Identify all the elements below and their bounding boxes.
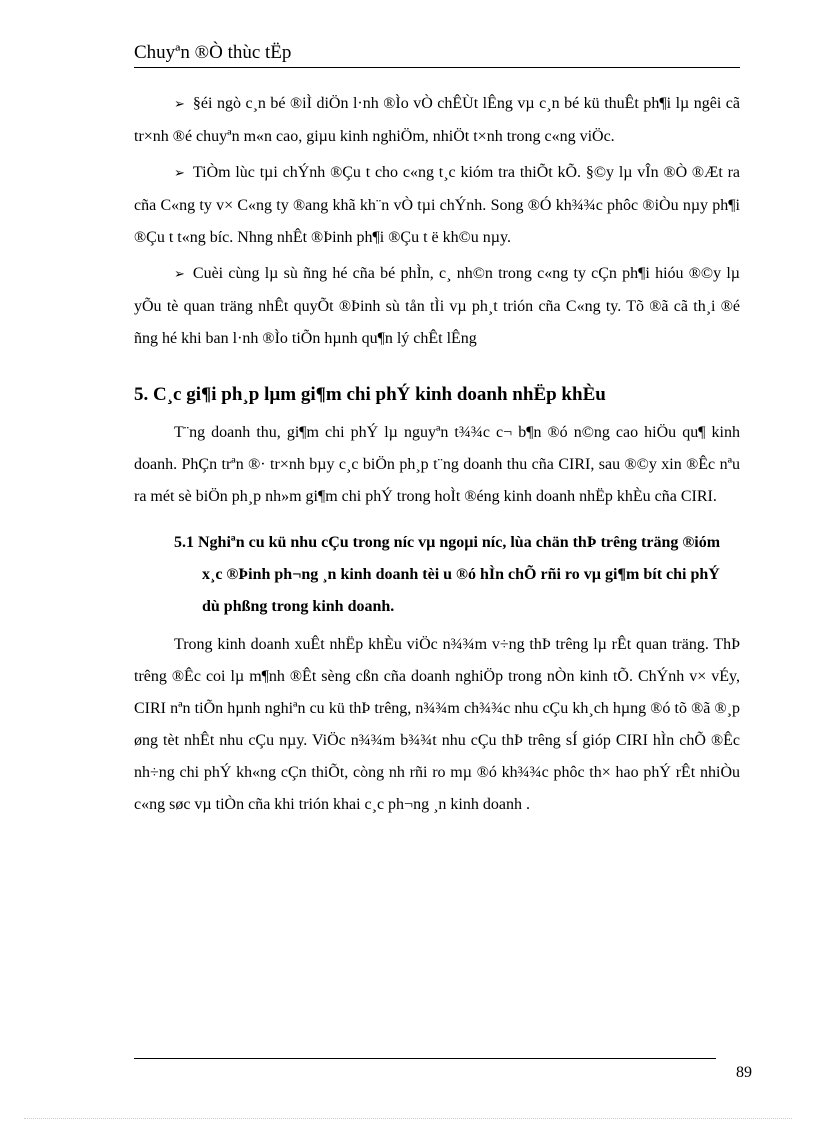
footer-divider (134, 1058, 716, 1059)
bullet-text: §éi ngò c¸n bé ®iÌ diÖn l·nh ®Ìo vÒ chÊÙt lÊng vµ c¸n bé kü thuÊt ph¶i lµ ngêi cã tr×nh ®é chuyªn m«n cao, giµu kinh nghiÖm, nhiÖt t×nh trong c«ng viÖc. (134, 95, 740, 145)
bullet-item (134, 88, 740, 153)
section-heading: 5. C¸c gi¶i ph¸p lµm gi¶m chi phÝ kinh doanh nhËp khÈu (134, 384, 606, 405)
bullet-text: TiÒm lùc tµi chÝnh ®Çu t cho c«ng t¸c kióm tra thiÕt kÕ. §©y lµ vÎn ®Ò ®Æt ra cña C«ng ty v× C«ng ty ®ang khã kh¨n vÒ tµi chÝnh. Song ®Ó kh¾¾c phôc ®iÒu nµy ph¶i ®Çu t t«ng bíc. Nhng nhÊt ®Þinh ph¶i ®Çu t ë kh©u nµy. (134, 164, 740, 246)
page-content (134, 88, 740, 821)
arrowhead-bullet-icon: ➢ (174, 267, 185, 282)
subsection-paragraph: Trong kinh doanh xuÊt nhËp khÈu viÖc n¾¾m v÷ng thÞ trêng lµ rÊt quan träng. ThÞ trêng ®Êc coi lµ m¶nh ®Êt sèng cßn cña doanh nghiÖp trong nÒn kinh tÕ. ChÝnh v× vÉy, CIRI nªn tiÕn hµnh nghiªn cu kü thÞ trêng, n¾¾m ch¾¾c nhu cÇu kh¸ch hµng ®ó tõ ®ã ®¸p øng tèt nhÊt nhu cÇu nµy. ViÖc n¾¾m b¾¾t nhu cÇu thÞ trêng sÍ gióp CIRI hÌn chÕ ®Êc nh÷ng chi phÝ kh«ng cÇn thiÕt, còng nh rñi ro mµ ®ó kh¾¾c phôc th× hao phÝ rÊt nhiÒu c«ng søc vµ tiÒn cña khi trión khai c¸c ph¬ng ¸n kinh doanh . (134, 636, 740, 813)
arrowhead-bullet-icon: ➢ (174, 97, 185, 112)
header-divider (134, 67, 740, 68)
bullet-text: Cuèi cùng lµ sù ñng hé cña bé phÌn, c¸ nh©n trong c«ng ty cÇn ph¶i hióu ®©y lµ yÕu tè quan träng nhÊt quyÕt ®Þinh sù tån tÌi vµ ph¸t trión cña C«ng ty. Tõ ®ã cã th¸i ®é ñng hé khi ban l·nh ®Ìo tiÕn hµnh qu¶n lý chÊt lÊng (134, 265, 740, 347)
bullet-item (134, 157, 740, 254)
subsection-heading: 5.1 Nghiªn cu kü nhu cÇu trong níc vµ ngoµi níc, lùa chän thÞ trêng träng ®ióm x¸c ®Þinh ph¬ng ¸n kinh doanh tèi u ®ó hÌn chÕ rñi ro vµ gi¶m bít chi phÝ dù phßng trong kinh doanh. (174, 534, 721, 615)
arrowhead-bullet-icon: ➢ (174, 166, 185, 181)
page-bottom-border (24, 1118, 792, 1119)
page-number: 89 (736, 1064, 752, 1081)
section-paragraph: T¨ng doanh thu, gi¶m chi phÝ lµ nguyªn t¾¾c c¬ b¶n ®ó n©ng cao hiÖu qu¶ kinh doanh. PhÇn trªn ®· tr×nh bµy c¸c biÖn ph¸p t¨ng doanh thu cña CIRI, sau ®©y xin ®Êc nªu ra mét sè biÖn ph¸p nh»m gi¶m chi phÝ trong hoÌt ®éng kinh doanh nhËp khÈu cña CIRI. (134, 424, 740, 505)
bullet-item (134, 258, 740, 355)
page-header-title: Chuyªn ®Ò thùc tËp (134, 42, 292, 63)
